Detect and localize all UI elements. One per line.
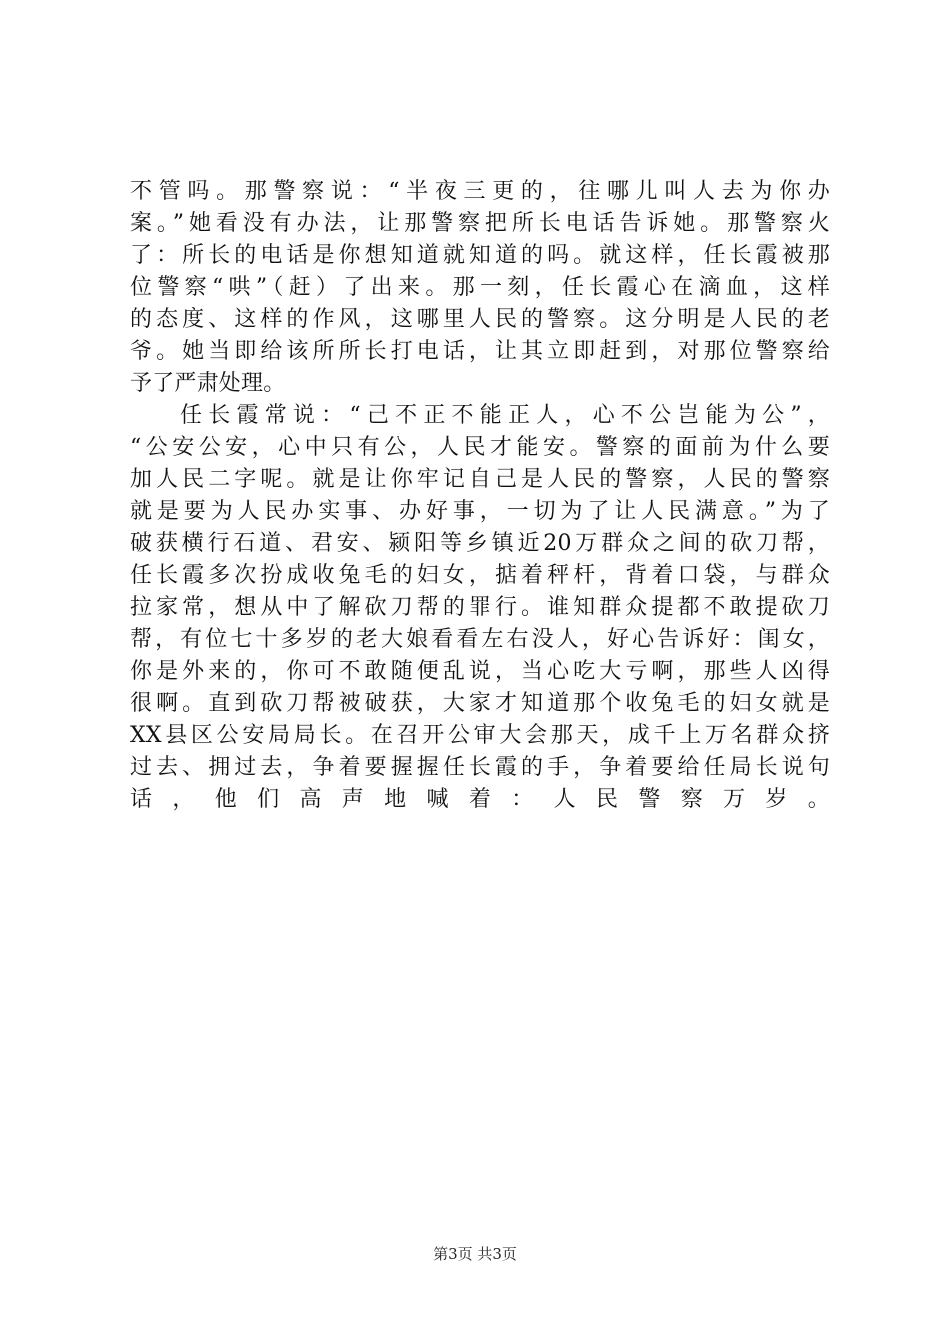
paragraph-2: [130, 400, 830, 848]
paragraph-line: 予了严肃处理。: [130, 371, 286, 396]
paragraph-line: 加人民二字呢。就是让你牢记自己是人民的警察，人民的警察: [130, 467, 830, 492]
paragraph-line: 的态度、这样的作风，这哪里人民的警察。这分明是人民的老: [130, 307, 830, 332]
paragraph-line: XX县区公安局局长。在召开公审大会那天，成千上万名群众挤: [130, 723, 830, 748]
paragraph-line: 就是要为人民办实事、办好事，一切为了让人民满意。”为了: [130, 499, 830, 524]
paragraph-line: 拉家常，想从中了解砍刀帮的罪行。谁知群众提都不敢提砍刀: [130, 595, 830, 620]
paragraph-line: 了：所长的电话是你想知道就知道的吗。就这样，任长霞被那: [130, 243, 830, 268]
paragraph-line: 爷。她当即给该所所长打电话，让其立即赶到，对那位警察给: [130, 339, 830, 364]
paragraph-line: 不管吗。那警察说：“半夜三更的，往哪儿叫人去为你办: [130, 179, 830, 204]
paragraph-line: “公安公安，心中只有公，人民才能安。警察的面前为什么要: [130, 435, 830, 460]
paragraph-1: [130, 176, 830, 400]
paragraph-line: 帮，有位七十多岁的老大娘看看左右没人，好心告诉好：闺女，: [130, 627, 830, 652]
paragraph-line: 任长霞多次扮成收兔毛的妇女，掂着秤杆，背着口袋，与群众: [130, 563, 830, 588]
paragraph-line: [130, 816, 830, 848]
paragraph-line: 位警察“哄”（赶）了出来。那一刻，任长霞心在滴血，这样: [130, 275, 830, 300]
page-number-label: 第3页 共3页: [433, 1245, 517, 1263]
paragraph-line: 破获横行石道、君安、颍阳等乡镇近20万群众之间的砍刀帮，: [130, 531, 830, 556]
paragraph-line: 你是外来的，你可不敢随便乱说，当心吃大亏啊，那些人凶得: [130, 659, 830, 684]
page-footer: [0, 1244, 950, 1264]
paragraph-line: 任长霞常说：“己不正不能正人，心不公岂能为公”，: [180, 403, 830, 428]
document-body: [130, 176, 830, 848]
paragraph-line: 过去、拥过去，争着要握握任长霞的手，争着要给任局长说句: [130, 755, 830, 780]
paragraph-line: 很啊。直到砍刀帮被破获，大家才知道那个收兔毛的妇女就是: [130, 691, 830, 716]
paragraph-line: 话，他们高声地喊着：人民警察万岁。: [130, 787, 830, 812]
paragraph-line: 案。”她看没有办法，让那警察把所长电话告诉她。那警察火: [130, 211, 830, 236]
